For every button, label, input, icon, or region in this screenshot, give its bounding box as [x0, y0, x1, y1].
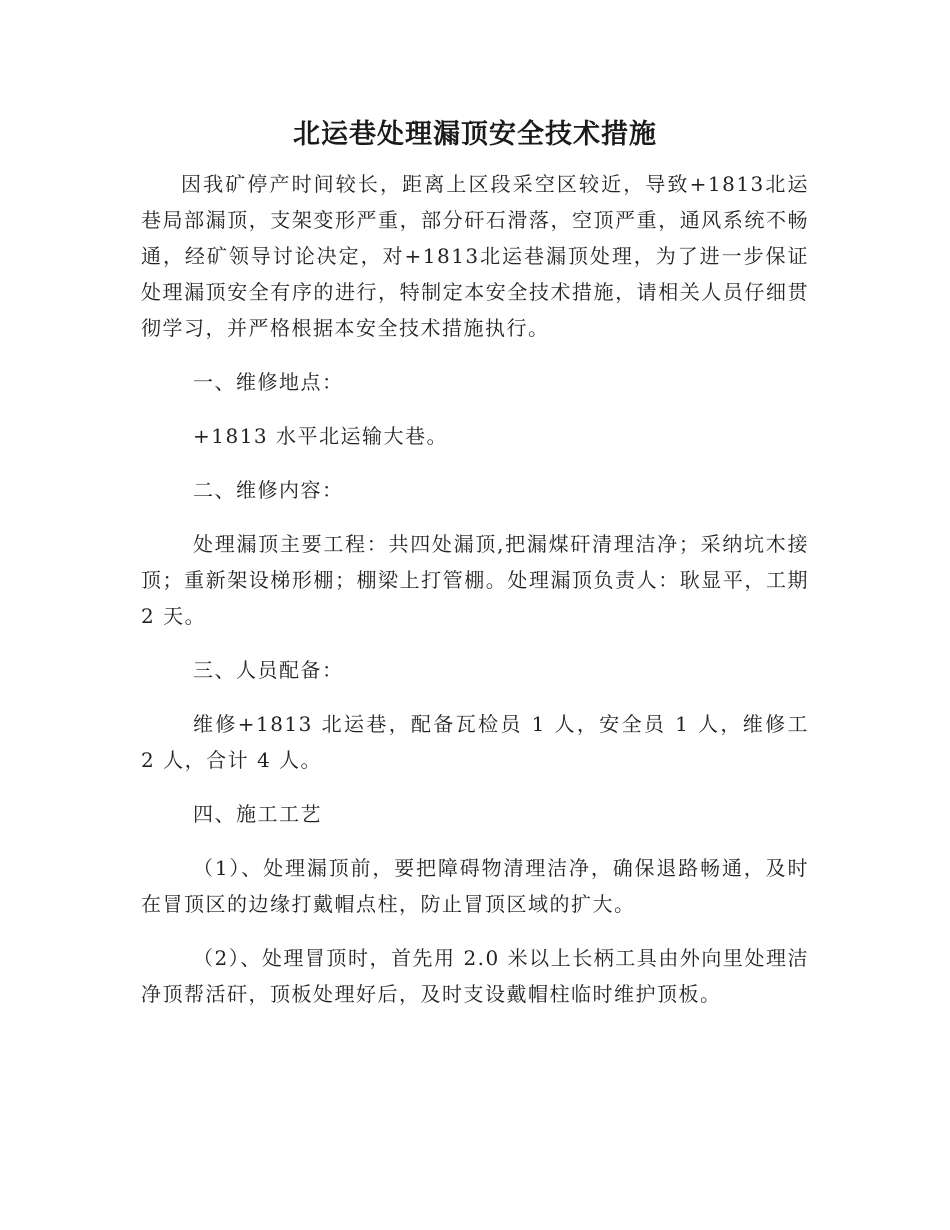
section-text-location: +1813 水平北运输大巷。 [193, 424, 449, 448]
section-heading-process: 四、施工工艺 [193, 802, 322, 826]
section-heading-personnel: 三、人员配备： [193, 658, 344, 682]
process-step-2: （2）、处理冒顶时，首先用 2.0 米以上长柄工具由外向里处理洁净顶帮活矸，顶板处理好后，及时支设戴帽柱临时维护顶板。 [141, 946, 809, 1006]
document-title: 北运巷处理漏顶安全技术措施 [293, 119, 657, 150]
document-body [141, 166, 809, 1030]
section-heading-content: 二、维修内容： [193, 478, 344, 502]
process-step-1: （1）、处理漏顶前，要把障碍物清理洁净，确保退路畅通，及时在冒顶区的边缘打戴帽点柱，防止冒顶区域的扩大。 [141, 856, 809, 916]
section-text-content: 处理漏顶主要工程：共四处漏顶,把漏煤矸清理洁净；采纳坑木接顶；重新架设梯形棚；棚梁上打管棚。处理漏顶负责人：耿显平，工期 2 天。 [141, 532, 809, 628]
intro-paragraph: 因我矿停产时间较长，距离上区段采空区较近，导致+1813北运巷局部漏顶，支架变形严重，部分矸石滑落，空顶严重，通风系统不畅通，经矿领导讨论决定，对+1813北运巷漏顶处理，为了进一步保证处理漏顶安全有序的进行，特制定本安全技术措施，请相关人员仔细贯彻学习，并严格根据本安全技术措施执行。 [141, 172, 809, 340]
section-text-personnel: 维修+1813 北运巷，配备瓦检员 1 人，安全员 1 人，维修工 2 人，合计 4 人。 [141, 712, 809, 772]
section-heading-location: 一、维修地点： [193, 370, 344, 394]
